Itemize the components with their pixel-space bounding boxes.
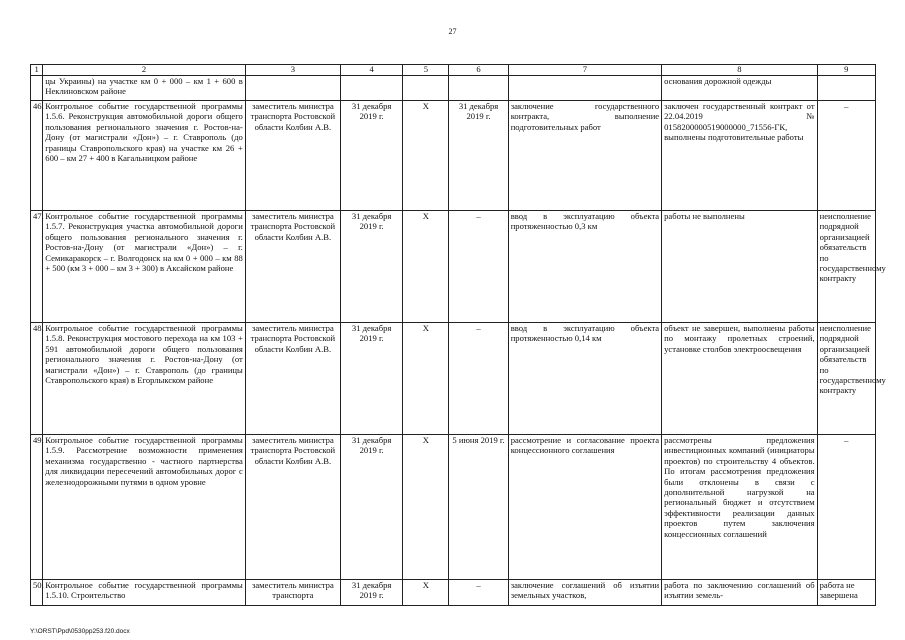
reason-cell: – [817, 435, 875, 580]
table-row [31, 101, 876, 211]
column-number: 2 [43, 65, 246, 76]
table-row [31, 211, 876, 323]
responsible-cell: заместитель министра транспорта [245, 580, 340, 606]
actual-date-cell: 5 июня 2019 г. [449, 435, 508, 580]
table-row [31, 76, 876, 101]
report-table [30, 64, 886, 606]
reason-cell: – [817, 101, 875, 211]
column-number: 6 [449, 65, 508, 76]
event-cell: Контрольное событие государственной программы 1.5.10. Строительство [43, 580, 246, 606]
mark-cell: Х [403, 435, 449, 580]
planned-date-cell: 31 декабря 2019 г. [340, 211, 402, 323]
planned-date-cell: 31 декабря 2019 г. [340, 580, 402, 606]
reason-cell: неисполнение подрядной организацией обязательств по государственному контракту [817, 323, 875, 435]
event-cell: цы Украины) на участке км 0 + 000 – км 1 + 600 в Неклиновском районе [43, 76, 246, 101]
page-number: 27 [448, 27, 457, 36]
actual-result-cell: основания дорожной одежды [662, 76, 817, 101]
mark-cell: Х [403, 101, 449, 211]
responsible-cell: заместитель министра транспорта Ростовской области Колбин А.В. [245, 323, 340, 435]
column-number: 1 [31, 65, 43, 76]
planned-date-cell: 31 декабря 2019 г. [340, 101, 402, 211]
row-number: 49. [31, 435, 43, 580]
row-number: 46. [31, 101, 43, 211]
mark-cell [403, 76, 449, 101]
column-number: 3 [245, 65, 340, 76]
column-number: 9 [817, 65, 875, 76]
responsible-cell: заместитель министра транспорта Ростовской области Колбин А.В. [245, 101, 340, 211]
column-number: 5 [403, 65, 449, 76]
actual-date-cell: 31 декабря 2019 г. [449, 101, 508, 211]
mark-cell: Х [403, 580, 449, 606]
reason-cell: работа не завершена [817, 580, 875, 606]
event-cell: Контрольное событие государственной программы 1.5.8. Реконструкция мостового перехода на км 103 + 591 автомобильной дороги общего пользования регионального значения г. Ростов-на-Дону (от магистрали «Дон») – г. Ставрополь (до границы Ставропольского края) в Егорлыкском районе [43, 323, 246, 435]
mark-cell: Х [403, 211, 449, 323]
event-cell: Контрольное событие государственной программы 1.5.9. Рассмотрение возможности применения механизма государственно - частного партнерства для ликвидации пересечений автомобильных дорог с железнодорожными путями в одном уровне [43, 435, 246, 580]
planned-result-cell: заключение соглашений об изъятии земельных участков, [508, 580, 661, 606]
planned-date-cell [340, 76, 402, 101]
reason-cell: неисполнение подрядной организацией обязательств по государственному контракту [817, 211, 875, 323]
event-cell: Контрольное событие государственной программы 1.5.7. Реконструкция участка автомобильной дороги общего пользования регионального значения г. Ростов-на-Дону (от магистрали «Дон») – г. Семикаракорск – г. Волгодонск на км 0 + 000 – км 88 + 500 (км 3 + 000 – км 3 + 300) в Аксайском районе [43, 211, 246, 323]
planned-result-cell: ввод в эксплуатацию объекта протяженностью 0,14 км [508, 323, 661, 435]
planned-result-cell: ввод в эксплуатацию объекта протяженностью 0,3 км [508, 211, 661, 323]
actual-result-cell: работа по заключению соглашений об изъятии земель- [662, 580, 817, 606]
actual-result-cell: заключен государственный контракт от 22.04.2019 № 0158200000519000000_71556-ГК, выполнены подготовительные работы [662, 101, 817, 211]
mark-cell: Х [403, 323, 449, 435]
event-cell: Контрольное событие государственной программы 1.5.6. Реконструкция автомобильной дороги общего пользования регионального значения г. Ростов-на-Дону (от магистрали «Дон») – г. Ставрополь (до границы Ставропольского края) на участке км 26 + 600 – км 27 + 400 в Кагальницком районе [43, 101, 246, 211]
responsible-cell: заместитель министра транспорта Ростовской области Колбин А.В. [245, 435, 340, 580]
footer-file-path: Y:\ORST\Ppd\0530pp253.f20.docx [30, 628, 130, 635]
actual-result-cell: работы не выполнены [662, 211, 817, 323]
planned-result-cell: рассмотрение и согласование проекта концессионного соглашения [508, 435, 661, 580]
row-number: 47. [31, 211, 43, 323]
row-number: 48. [31, 323, 43, 435]
actual-date-cell: – [449, 211, 508, 323]
table-row [31, 435, 876, 580]
actual-date-cell: – [449, 323, 508, 435]
column-number: 4 [340, 65, 402, 76]
responsible-cell: заместитель министра транспорта Ростовской области Колбин А.В. [245, 211, 340, 323]
actual-date-cell [449, 76, 508, 101]
column-number: 8 [662, 65, 817, 76]
column-number-row [31, 65, 876, 76]
column-number: 7 [508, 65, 661, 76]
actual-result-cell: объект не завершен, выполнены работы по монтажу пролетных строений, установке столбов электроосвещения [662, 323, 817, 435]
table-row [31, 323, 876, 435]
row-number: 50. [31, 580, 43, 606]
actual-date-cell: – [449, 580, 508, 606]
planned-result-cell [508, 76, 661, 101]
planned-result-cell: заключение государственного контракта, выполнение подготовительных работ [508, 101, 661, 211]
row-number [31, 76, 43, 101]
actual-result-cell: рассмотрены предложения инвестиционных компаний (инициаторы проектов) по строительству 4 объектов. По итогам рассмотрения предложения были отклонены в связи с дополнительной нагрузкой на региональный бюджет и отсутствием эффективности реализации данных проектов путем заключения концессионных соглашений [662, 435, 817, 580]
planned-date-cell: 31 декабря 2019 г. [340, 323, 402, 435]
responsible-cell [245, 76, 340, 101]
planned-date-cell: 31 декабря 2019 г. [340, 435, 402, 580]
reason-cell [817, 76, 875, 101]
table-row [31, 580, 876, 606]
